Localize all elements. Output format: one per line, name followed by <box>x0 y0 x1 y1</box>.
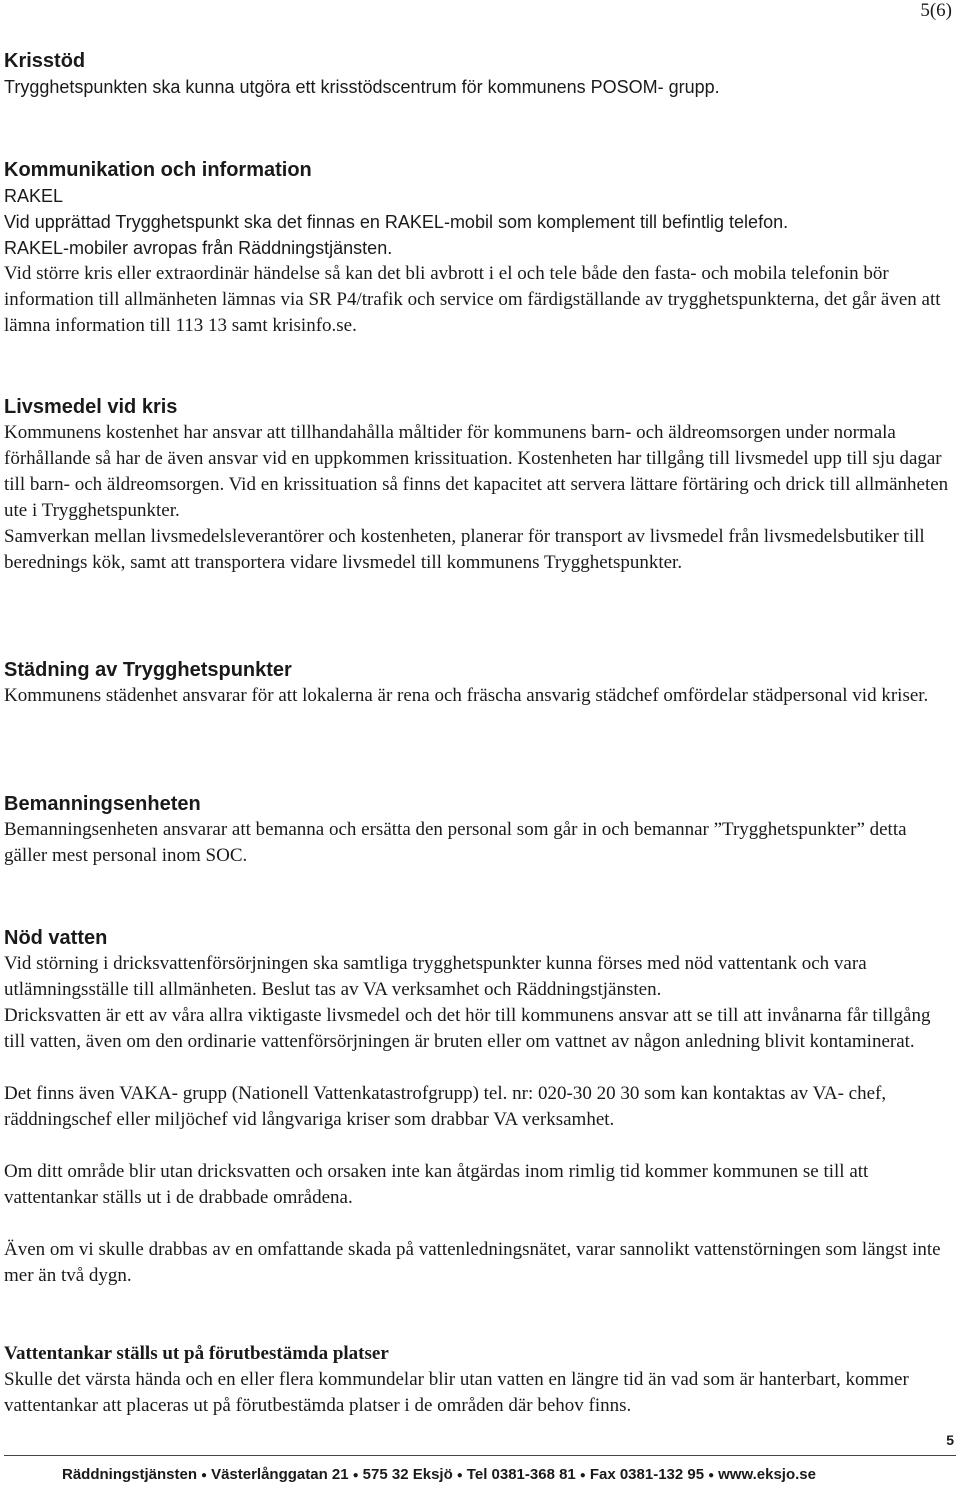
heading-livsmedel: Livsmedel vid kris <box>4 396 178 418</box>
footer-page-number: 5 <box>946 1432 954 1448</box>
bullet-icon: ● <box>708 1469 715 1481</box>
footer-web-link[interactable]: www.eksjo.se <box>718 1466 816 1483</box>
section-kommunikation <box>4 157 954 339</box>
section-vattentankar <box>4 1341 954 1419</box>
page-number: 5(6) <box>920 0 952 21</box>
rakel-subheading: RAKEL <box>4 186 64 206</box>
footer-org: Räddningstjänsten <box>62 1466 198 1483</box>
stadning-text: Kommunens städenhet ansvarar för att lokalerna är rena och fräscha ansvarig städchef omfördelar städpersonal vid kriser. <box>4 685 929 706</box>
nodvatten-paragraph-3: Det finns även VAKA- grupp (Nationell Vattenkatastrofgrupp) tel. nr: 020-30 20 30 som kan kontaktas av VA- chef, räddningschef eller miljöchef vid långvariga kriser som drabbar VA verksamhet. <box>4 1083 887 1130</box>
krisstod-text: Trygghetspunkten ska kunna utgöra ett krisstödscentrum för kommunens POSOM- grupp. <box>4 77 720 97</box>
footer-divider <box>4 1455 956 1456</box>
footer-fax: Fax 0381-132 95 <box>589 1466 705 1483</box>
bemanning-text: Bemanningsenheten ansvarar att bemanna och ersätta den personal som går in och bemannar ”Trygghetspunkter” detta gäller mest personal inom SOC. <box>4 819 907 866</box>
rakel-line-2: RAKEL-mobiler avropas från Räddningstjänsten. <box>4 238 393 258</box>
footer-postal: 575 32 Eksjö <box>362 1466 453 1483</box>
livsmedel-paragraph-1: Kommunens kostenhet har ansvar att tillhandahålla måltider för kommunens barn- och äldreomsorgen under normala förhållande så har de även ansvar vid en uppkommen krissituation. Kostenheten har tillgång till livsmedel upp till sju dagar till barn- och äldreomsorgen. Vid en krissituation så finns det kapacitet att servera lättare förtäring och drick till allmänheten ute i Trygghetspunkter. <box>4 422 949 521</box>
section-nodvatten <box>4 925 954 1289</box>
bullet-icon: ● <box>352 1469 359 1481</box>
nodvatten-paragraph-2: Dricksvatten är ett av våra allra viktigaste livsmedel och det hör till kommunens ansvar att se till att invånarna får tillgång till vatten, även om den ordinarie vattenförsörjningen är bruten eller om vattnet av någon anledning blivit kontaminerat. <box>4 1005 931 1052</box>
footer-tel: Tel 0381-368 81 <box>466 1466 576 1483</box>
heading-stadning: Städning av Trygghetspunkter <box>4 659 292 681</box>
nodvatten-paragraph-4: Om ditt område blir utan dricksvatten och orsaken inte kan åtgärdas inom rimlig tid kommer kommunen se till att vattentankar ställs ut i de drabbade områdena. <box>4 1161 869 1208</box>
section-bemanning <box>4 791 954 869</box>
heading-kommunikation: Kommunikation och information <box>4 159 312 181</box>
nodvatten-paragraph-5: Även om vi skulle drabbas av en omfattande skada på vattenledningsnätet, varar sannolikt vattenstörningen som längst inte mer än två dygn. <box>4 1239 941 1286</box>
heading-bemanning: Bemanningsenheten <box>4 793 201 815</box>
kommunikation-text: Vid större kris eller extraordinär händelse så kan det bli avbrott i el och tele både den fasta- och mobila telefonin bör information till allmänheten lämnas via SR P4/trafik och service om färdigställande av trygghetspunkterna, det går även att lämna information till 113 13 samt krisinfo.se. <box>4 263 941 336</box>
bullet-icon: ● <box>579 1469 586 1481</box>
rakel-line-1: Vid upprättad Trygghetspunkt ska det finnas en RAKEL-mobil som komplement till befintlig telefon. <box>4 212 789 232</box>
heading-krisstod: Krisstöd <box>4 50 86 72</box>
heading-nodvatten: Nöd vatten <box>4 927 108 949</box>
bullet-icon: ● <box>201 1469 208 1481</box>
heading-vattentankar: Vattentankar ställs ut på förutbestämda platser <box>4 1343 389 1364</box>
section-stadning <box>4 657 954 709</box>
livsmedel-paragraph-2: Samverkan mellan livsmedelsleverantörer och kostenheten, planerar för transport av livsmedel från livsmedelsbutiker till berednings kök, samt att transportera vidare livsmedel till kommunens Trygghetspunkter. <box>4 526 925 573</box>
nodvatten-paragraph-1: Vid störning i dricksvattenförsörjningen ska samtliga trygghetspunkter kunna förses med nöd vattentank och vara utlämningsställe till allmänheten. Beslut tas av VA verksamhet och Räddningstjänsten. <box>4 953 867 1000</box>
vattentankar-text: Skulle det värsta hända och en eller flera kommundelar blir utan vatten en längre tid än vad som är hanterbart, kommer vattentankar att placeras ut på förutbestämda platser i de områden där behov finns. <box>4 1369 909 1416</box>
bullet-icon: ● <box>456 1469 463 1481</box>
footer <box>62 1466 816 1483</box>
section-livsmedel <box>4 394 954 576</box>
footer-address: Västerlånggatan 21 <box>211 1466 349 1483</box>
section-krisstod <box>4 48 954 100</box>
